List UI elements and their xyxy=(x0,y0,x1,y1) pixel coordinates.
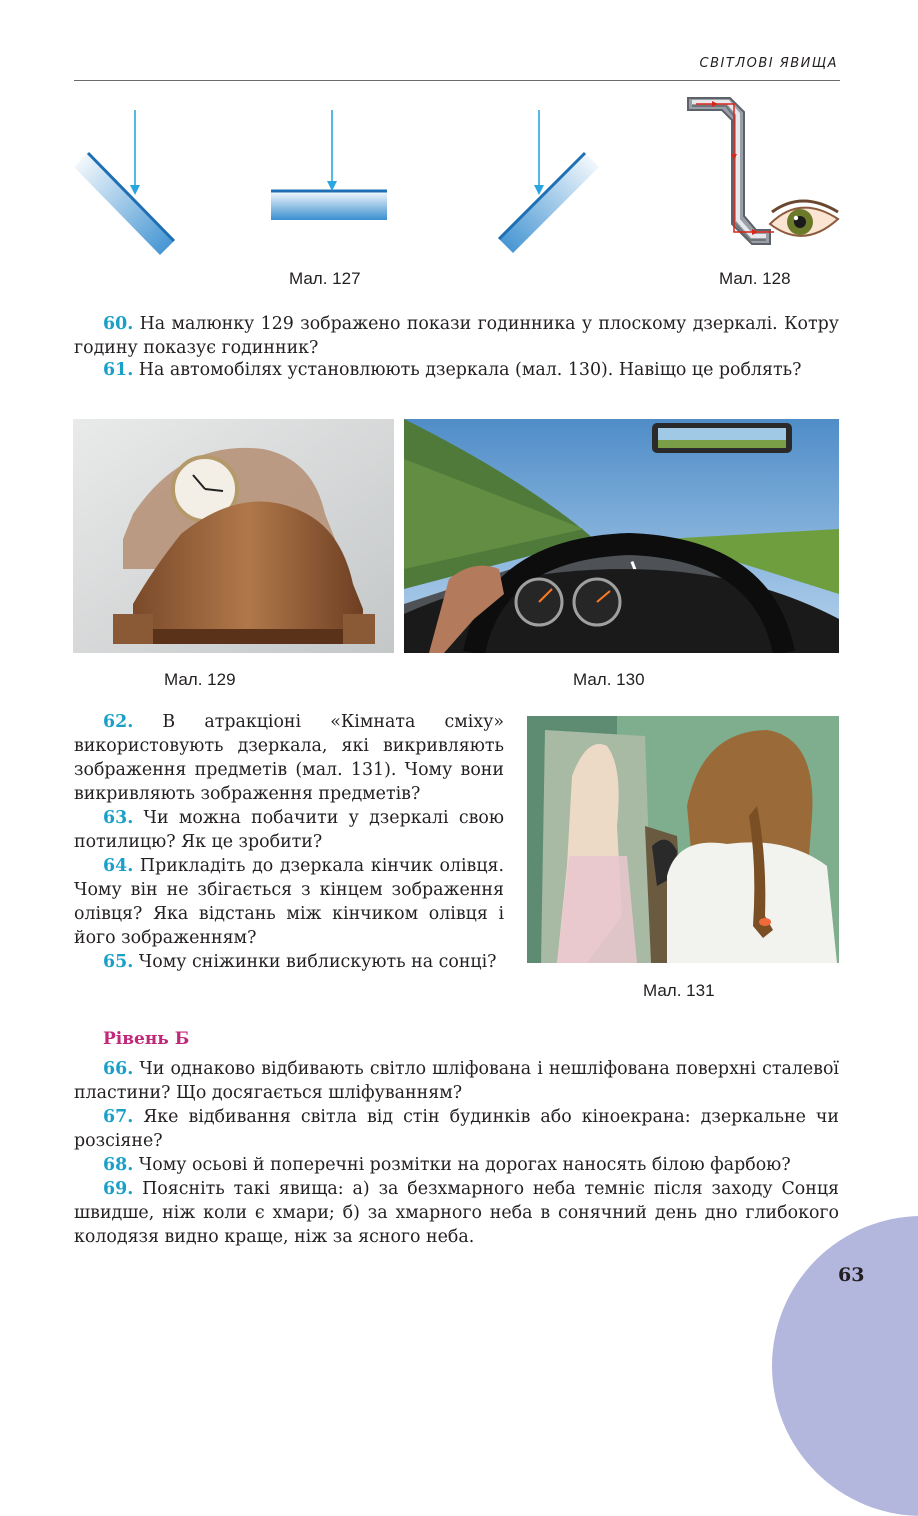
task-64: 64. Прикладіть до дзеркала кінчик олівця. Чому він не збігається з кінцем зображення олівця? Яка відстань між кінчиком олівця і його зображенням? xyxy=(74,856,504,948)
figure-127-caption: Мал. 127 xyxy=(289,269,361,288)
task-68: 68. Чому осьові й поперечні розмітки на дорогах наносять білою фарбою? xyxy=(103,1155,791,1175)
level-heading: Рівень Б xyxy=(103,1029,190,1049)
mirror-1 xyxy=(74,153,174,255)
figure-130-caption: Мал. 130 xyxy=(573,670,645,689)
running-header: СВІТЛОВІ ЯВИЩА xyxy=(699,56,838,71)
task-65: 65. Чому сніжинки виблискують на сонці? xyxy=(103,952,497,972)
mirror-2 xyxy=(271,190,387,220)
task-63: 63. Чи можна побачити у дзеркалі свою потилицю? Як це зробити? xyxy=(74,808,504,852)
page-corner-circle xyxy=(772,1216,918,1516)
task-66: 66. Чи однаково відбивають світло шліфована і нешліфована поверхні сталевої пластини? Що досягається шліфуванням? xyxy=(74,1059,839,1103)
figure-128-caption: Мал. 128 xyxy=(719,269,791,288)
figure-131-caption: Мал. 131 xyxy=(643,981,715,1000)
figure-131-mirror-photo xyxy=(527,716,839,963)
task-67: 67. Яке відбивання світла від стін будинків або кіноекрана: дзеркальне чи розсіяне? xyxy=(74,1107,839,1151)
figure-129-caption: Мал. 129 xyxy=(164,670,236,689)
header-rule xyxy=(74,80,840,81)
figure-128-periscope xyxy=(682,94,842,249)
task-60: 60. На малюнку 129 зображено покази годинника у плоскому дзеркалі. Котру годину показує годинник? xyxy=(74,314,839,358)
task-69: 69. Поясніть такі явища: а) за безхмарного неба темніє після заходу Сонця швидше, ніж коли є хмари; б) за хмарного неба в сонячний день дно глибокого колодязя видно краще, ніж за ясного неба. xyxy=(74,1179,839,1247)
figure-127-mirrors xyxy=(70,105,610,260)
mirror-3 xyxy=(499,153,599,253)
figure-129-clock-photo xyxy=(73,419,394,653)
task-62: 62. В атракціоні «Кімната сміху» використовують дзеркала, які викривляють зображення предметів (мал. 131). Чому вони викривляють зображення предметів? xyxy=(74,712,504,804)
task-61: 61. На автомобілях установлюють дзеркала (мал. 130). Навіщо це роблять? xyxy=(103,360,802,380)
page-number: 63 xyxy=(838,1264,865,1286)
eye-icon xyxy=(770,201,838,236)
figure-130-car-photo xyxy=(404,419,839,653)
